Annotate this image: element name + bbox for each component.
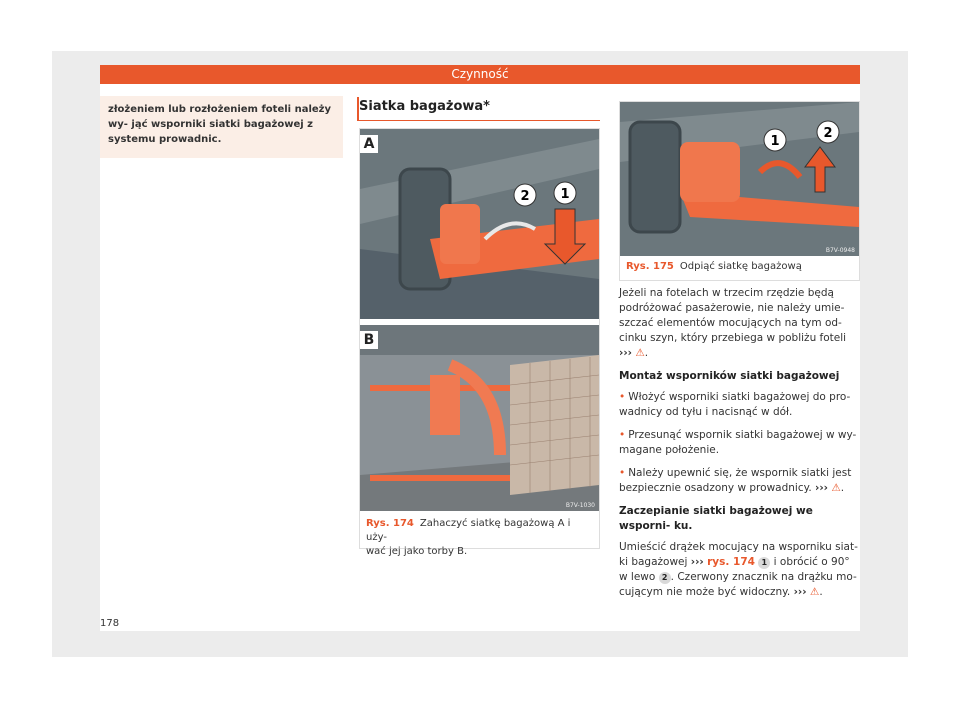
bullet-2 xyxy=(619,428,860,458)
body-text xyxy=(619,286,860,608)
warning-triangle-icon[interactable]: ⚠ xyxy=(831,482,841,494)
net-bag-illustration-b xyxy=(360,325,599,511)
figure-175-photo xyxy=(620,102,859,256)
bullet-2-text: Przesunąć wspornik siatki bagażowej w wy- magane położenie. xyxy=(619,429,857,456)
warning-box: złożeniem lub rozłożeniem foteli należy wy- jąć wsporniki siatki bagażowej z systemu prowadnic. xyxy=(100,96,343,158)
net-hook-illustration-a xyxy=(360,129,599,319)
paragraph-2-text-b: i obrócić o 90° w lewo xyxy=(619,556,850,583)
cross-ref-arrows[interactable]: ››› xyxy=(619,347,632,359)
figure-174-caption xyxy=(366,517,594,559)
callout-number-2: 2 xyxy=(659,572,671,584)
callout-1: 1 xyxy=(560,187,570,202)
figure-174-caption-line2: wać jej jako torby B. xyxy=(366,546,468,557)
bullet-1-text: Włożyć wsporniki siatki bagażowej do pro- wadnicy od tyłu i nacisnąć w dół. xyxy=(619,391,851,418)
figure-174 xyxy=(359,128,600,557)
cross-ref-arrows[interactable]: ››› xyxy=(690,556,704,568)
figure-175 xyxy=(619,101,860,281)
cross-ref-arrows[interactable]: ››› xyxy=(815,482,828,494)
paragraph-2-text-a: Umieścić drążek mocujący na wsporniku siat- ki bagażowej xyxy=(619,541,858,568)
paragraph-1: Jeżeli na fotelach w trzecim rzędzie będą podróżować pasażerowie, nie należy umie- szczać elementów mocujących na tym od- cinku szyn, który przebiega w pobliżu foteli ››› ⚠. xyxy=(619,287,847,359)
figure-174-photo-b xyxy=(360,325,599,511)
figure-174-code: B7V-1030 xyxy=(565,502,595,509)
net-release-illustration xyxy=(620,102,859,256)
bullet-icon: • xyxy=(619,391,626,403)
warning-triangle-icon[interactable]: ⚠ xyxy=(635,347,645,359)
figure-175-caption xyxy=(626,260,854,274)
figure-174-ref: Rys. 174 xyxy=(366,518,414,529)
bullet-icon: • xyxy=(619,467,626,479)
callout-2: 2 xyxy=(823,126,833,141)
figure-ref-link[interactable]: rys. 174 xyxy=(707,556,755,568)
figure-174-caption-line1: Zahaczyć siatkę bagażową A i uży- xyxy=(366,518,571,543)
section-rule xyxy=(359,120,600,121)
bullet-icon: • xyxy=(619,429,626,441)
figure-175-code: B7V-0948 xyxy=(825,247,855,254)
bullet-3: • Należy upewnić się, że wspornik siatki jest bezpiecznie osadzony w prowadnicy. ››› ⚠. xyxy=(619,467,852,494)
warning-triangle-icon[interactable]: ⚠ xyxy=(809,586,820,598)
heading-hook: Zaczepianie siatki bagażowej we wsporni- ku. xyxy=(619,505,813,532)
figure-label-b: B xyxy=(360,331,378,349)
callout-2: 2 xyxy=(520,189,530,204)
page-number: 178 xyxy=(100,618,120,629)
heading-install: Montaż wsporników siatki bagażowej xyxy=(619,370,840,382)
callout-1: 1 xyxy=(770,134,780,149)
paragraph-2: Umieścić drążek mocujący na wsporniku siat- ki bagażowej ››› rys. 174 1 i obrócić o 90° w lewo 2 . Czerwony znacznik na drążku mo- cującym nie może być widoczny. ››› ⚠. xyxy=(619,541,858,598)
paragraph-1-text: Jeżeli na fotelach w trzecim rzędzie będą podróżować pasażerowie, nie należy umie- szczać elementów mocujących na tym od- cinku szyn, który przebiega w pobliżu foteli xyxy=(619,287,847,344)
bullet-3-text: Należy upewnić się, że wspornik siatki jest bezpiecznie osadzony w prowadnicy. xyxy=(619,467,852,494)
figure-175-ref: Rys. 175 xyxy=(626,261,674,272)
callout-number-1: 1 xyxy=(758,557,770,569)
bullet-1 xyxy=(619,390,860,420)
cross-ref-arrows[interactable]: ››› xyxy=(793,586,807,598)
section-header: Czynność xyxy=(100,65,860,84)
figure-175-caption-text: Odpiąć siatkę bagażową xyxy=(679,261,802,272)
section-title: Siatka bagażowa* xyxy=(359,99,490,114)
figure-label-a: A xyxy=(360,135,378,153)
figure-174-photo-a xyxy=(360,129,599,319)
paragraph-2-text-c: . Czerwony znacznik na drążku mo- cującym nie może być widoczny. xyxy=(619,571,857,598)
